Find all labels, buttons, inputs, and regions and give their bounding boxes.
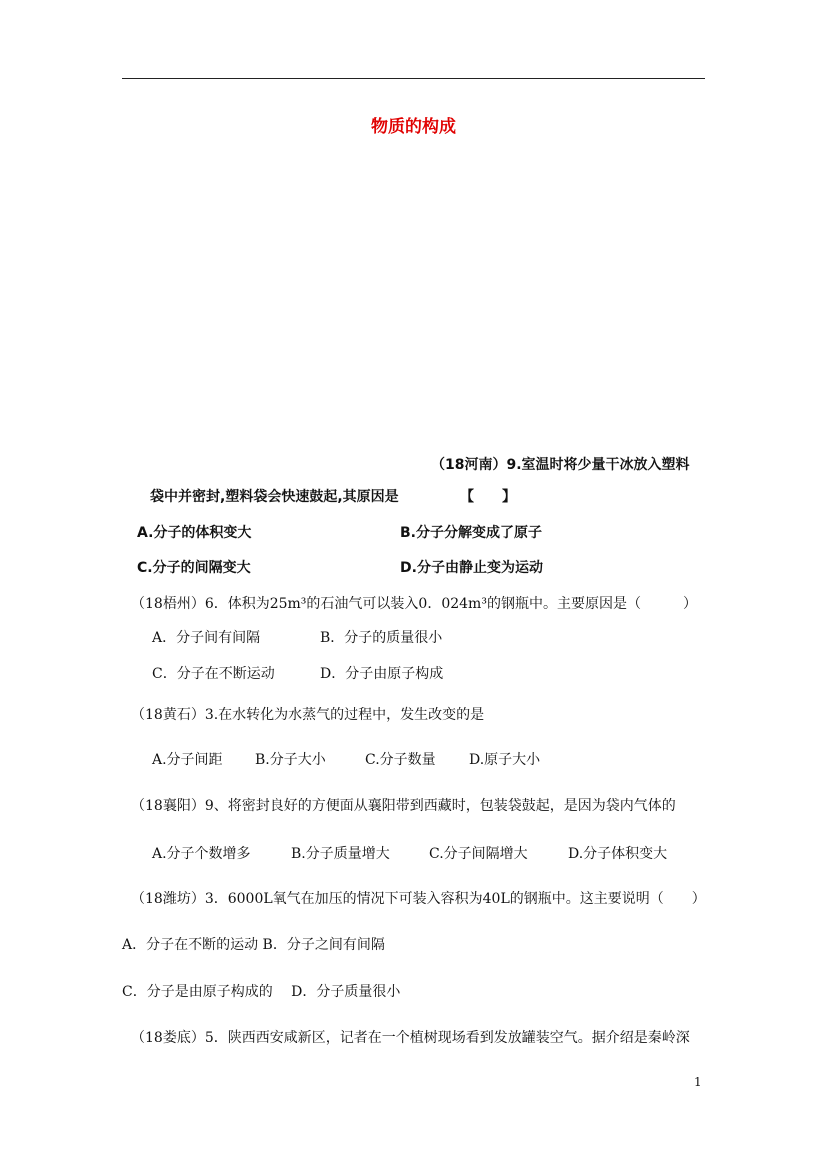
q2-option-b: B．分子的质量很小 — [320, 630, 443, 646]
q5-options-ab: A．分子在不断的运动 B．分子之间有间隔 — [122, 937, 385, 953]
q2-stem: （18梧州）6．体积为25m³的石油气可以装入0．024m³的钢瓶中。主要原因是（ ） — [131, 596, 697, 612]
page-title: 物质的构成 — [371, 117, 456, 137]
q3-stem: （18黄石）3.在水转化为水蒸气的过程中，发生改变的是 — [131, 707, 485, 723]
q1-option-c: C.分子的间隔变大 — [137, 560, 251, 576]
q4-option-c: C.分子间隔增大 — [429, 846, 528, 862]
q4-option-d: D.分子体积变大 — [568, 846, 668, 862]
q2-option-a: A．分子间有间隔 — [152, 630, 261, 646]
q6-stem: （18娄底）5．陕西西安咸新区，记者在一个植树现场看到发放罐装空气。据介绍是秦岭深 — [131, 1030, 690, 1046]
q1-stem-line2: 袋中并密封,塑料袋会快速鼓起,其原因是 — [150, 489, 399, 505]
q3-option-c: C.分子数量 — [365, 752, 436, 768]
q1-option-b: B.分子分解变成了原子 — [400, 525, 542, 541]
q2-option-c: C．分子在不断运动 — [152, 666, 275, 682]
q5-options-cd: C．分子是由原子构成的 D．分子质量很小 — [122, 984, 401, 1000]
header-rule — [122, 78, 705, 79]
q1-option-d: D.分子由静止变为运动 — [400, 560, 543, 576]
page-number: 1 — [694, 1075, 702, 1089]
q3-option-d: D.原子大小 — [469, 752, 541, 768]
q4-option-b: B.分子质量增大 — [291, 846, 390, 862]
q2-option-d: D．分子由原子构成 — [320, 666, 444, 682]
q1-stem-line1: （18河南）9.室温时将少量干冰放入塑料 — [431, 457, 690, 473]
q1-option-a: A.分子的体积变大 — [137, 525, 252, 541]
q5-stem: （18潍坊）3．6000L氧气在加压的情况下可装入容积为40L的钢瓶中。这主要说明（ ） — [131, 891, 706, 907]
q3-option-a: A.分子间距 — [152, 752, 223, 768]
q4-option-a: A.分子个数增多 — [152, 846, 251, 862]
q1-answer-bracket: 【 】 — [460, 489, 516, 505]
q3-option-b: B.分子大小 — [255, 752, 326, 768]
q4-stem: （18襄阳）9、将密封良好的方便面从襄阳带到西藏时，包装袋鼓起，是因为袋内气体的 — [131, 798, 676, 814]
